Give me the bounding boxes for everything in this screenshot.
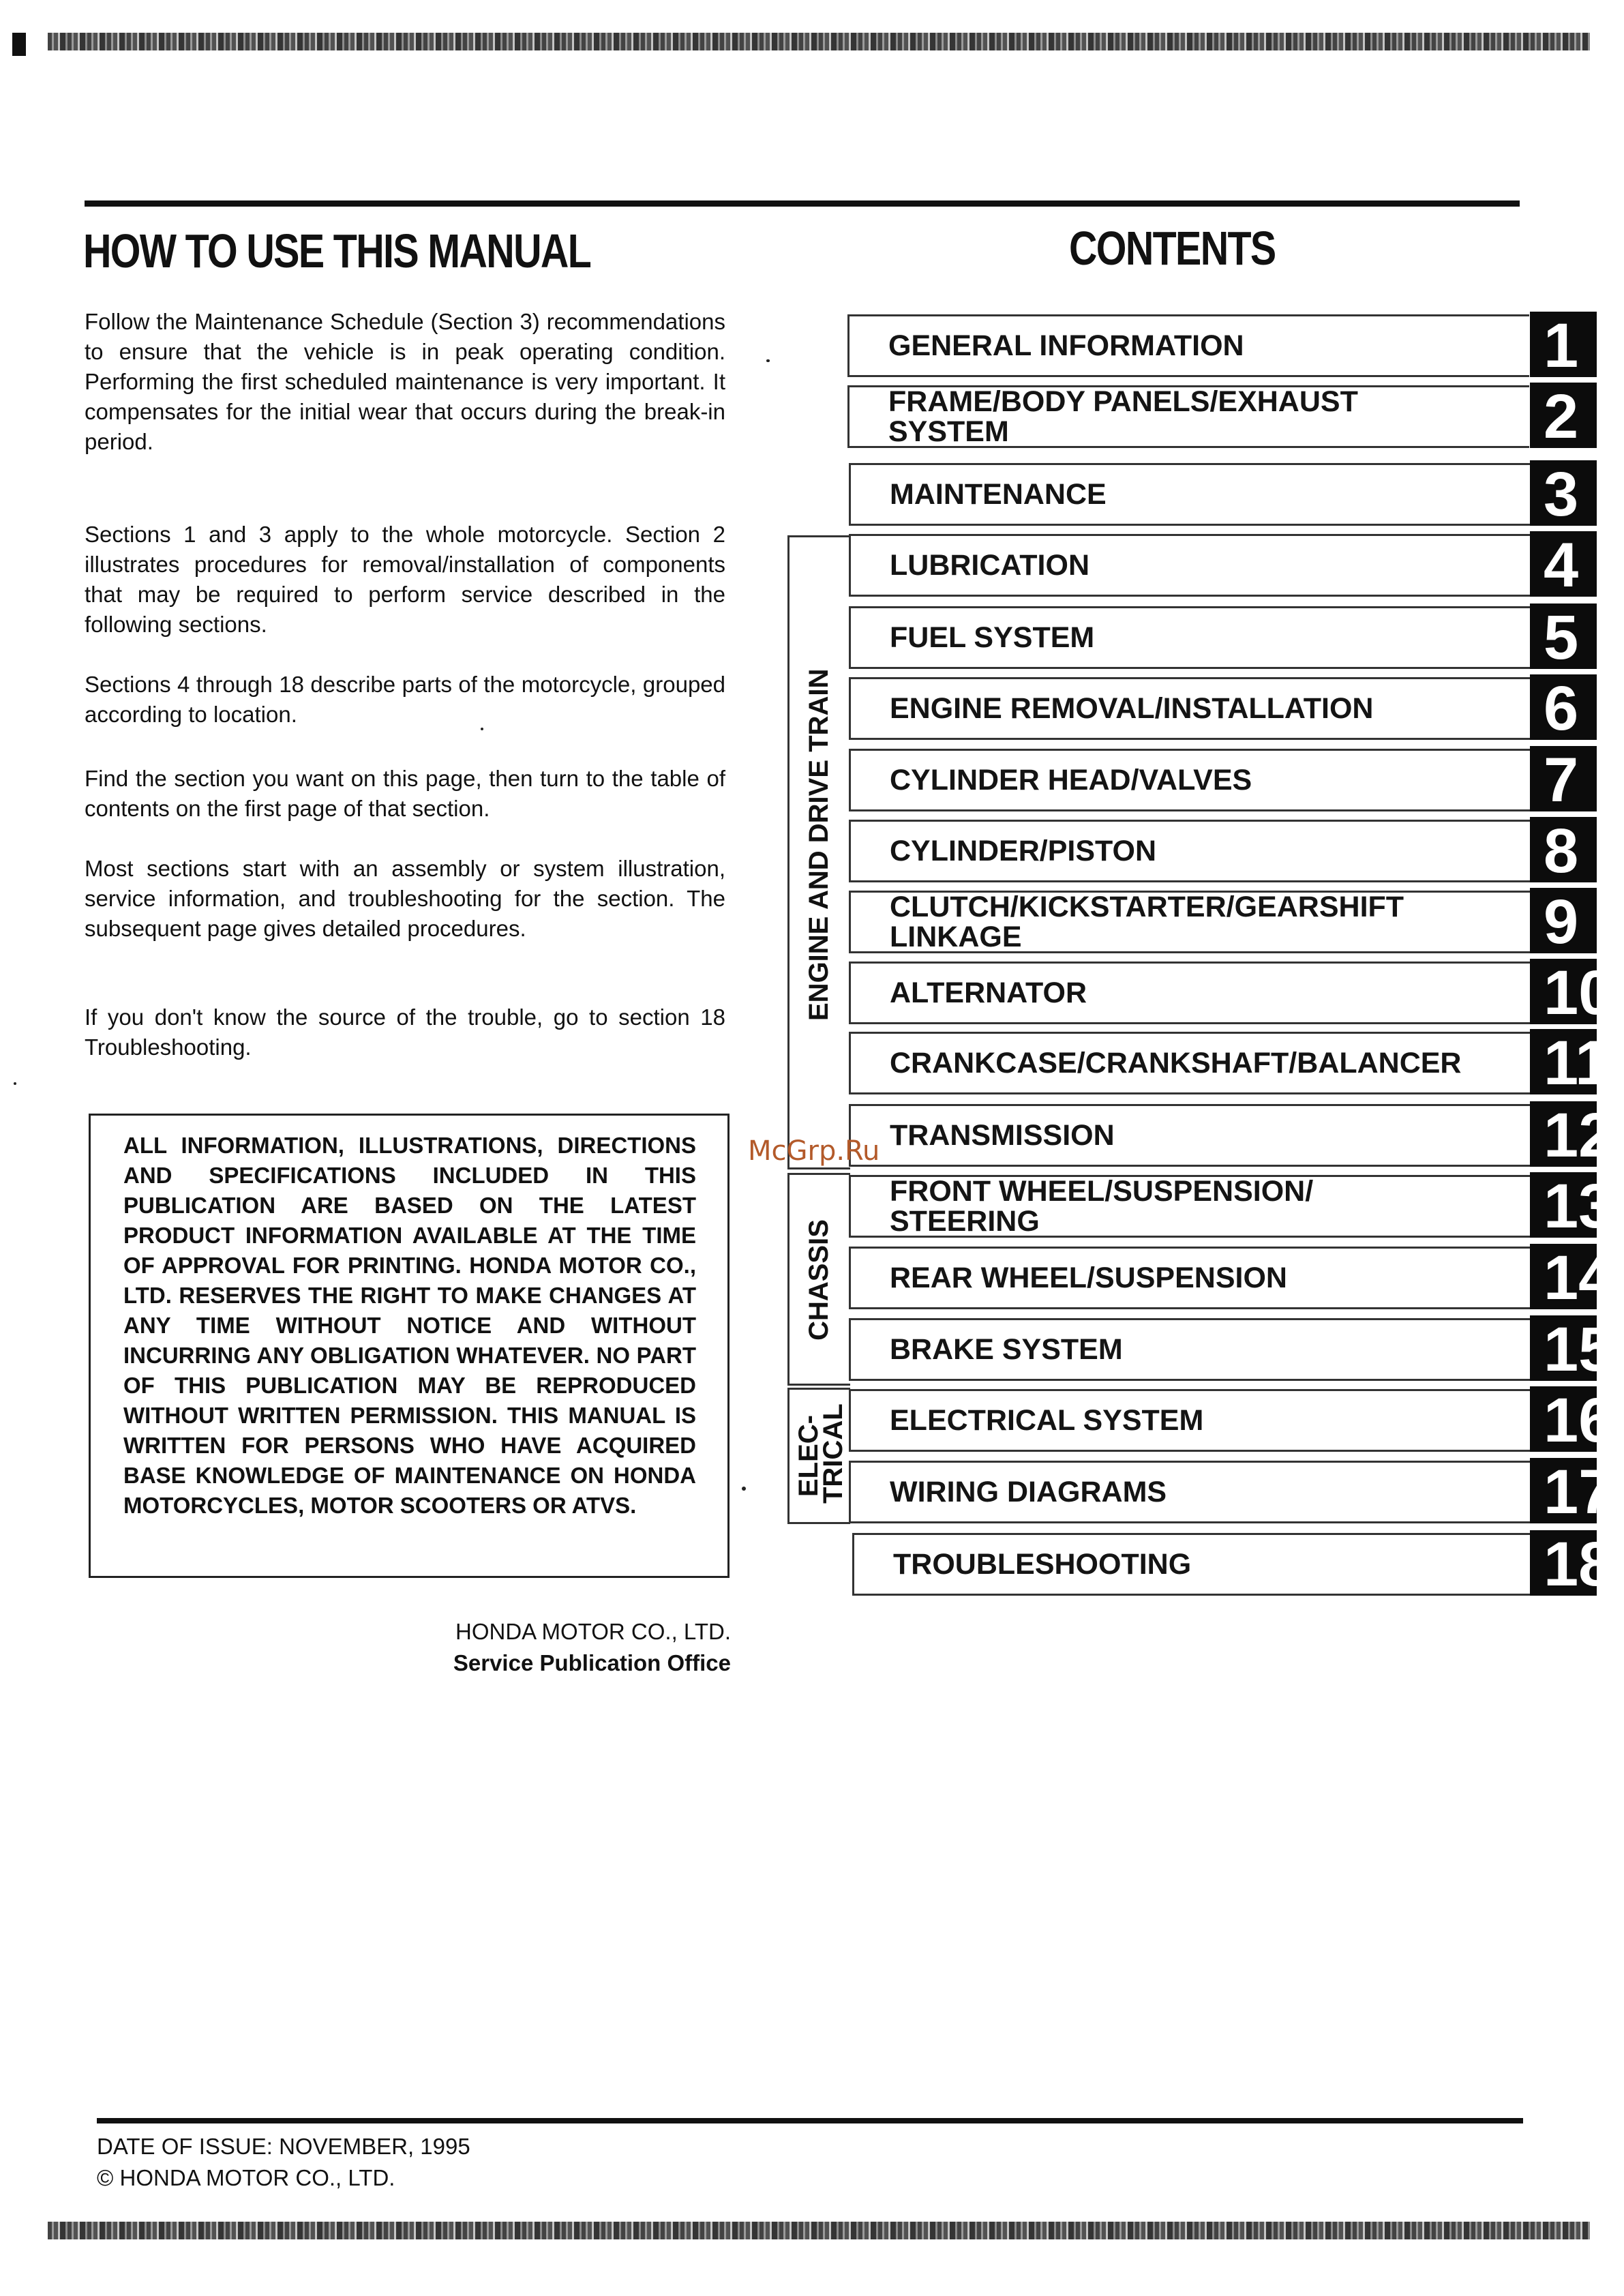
toc-title[interactable]: BRAKE SYSTEM: [890, 1333, 1123, 1366]
scan-speck: [742, 1487, 746, 1491]
scan-corner-mark: [12, 33, 26, 56]
watermark-text: McGrp.Ru: [748, 1135, 880, 1167]
intro-paragraph-2: Sections 1 and 3 apply to the whole motorcycle. Section 2 illustrates procedures for removal/installation of components that may be required to perform service described in the following sections.: [85, 522, 725, 637]
bottom-rule: [97, 2118, 1523, 2123]
toc-title[interactable]: TRANSMISSION: [890, 1119, 1115, 1152]
group-chassis-label: CHASSIS: [804, 1219, 834, 1341]
section-tab-11[interactable]: [1530, 1028, 1610, 1098]
section-tab-18[interactable]: [1530, 1530, 1614, 1599]
section-tab-15[interactable]: [1530, 1315, 1614, 1384]
disclaimer-text: ALL INFORMATION, ILLUSTRATIONS, DIRECTIONS AND SPECIFICATIONS INCLUDED IN THIS PUBLICATION ARE BASED ON THE LATEST PRODUCT INFORMATION AVAILABLE AT THE TIME OF APPROVAL FOR PRINTING. HONDA MOTOR CO., LTD. RESERVES THE RIGHT TO MAKE CHANGES AT ANY TIME WITHOUT NOTICE AND WITHOUT INCURRING ANY OBLIGATION WHATEVER. NO PART OF THIS PUBLICATION MAY BE REPRODUCED WITHOUT WRITTEN PERMISSION. THIS MANUAL IS WRITTEN FOR PERSONS WHO HAVE ACQUIRED BASE KNOWLEDGE OF MAINTENANCE ON HONDA MOTORCYCLES, MOTOR SCOOTERS OR ATVS.: [123, 1133, 696, 1518]
toc-title[interactable]: CLUTCH/KICKSTARTER/GEARSHIFT LINKAGE: [890, 891, 1404, 953]
section-tab-14[interactable]: [1530, 1243, 1614, 1313]
footer-block: [97, 2131, 470, 2194]
section-number: 15: [1544, 1315, 1614, 1384]
toc-title[interactable]: CYLINDER HEAD/VALVES: [890, 764, 1252, 796]
section-number: 12: [1544, 1101, 1614, 1170]
section-tab-10[interactable]: [1530, 958, 1614, 1028]
toc-row-8[interactable]: [849, 820, 1531, 882]
toc-title[interactable]: LUBRICATION: [890, 549, 1090, 582]
toc-row-11[interactable]: [849, 1032, 1531, 1094]
toc-title[interactable]: FUEL SYSTEM: [890, 621, 1095, 654]
scan-noise-top: [48, 33, 1590, 50]
section-number: 2: [1544, 382, 1579, 451]
toc-row-18[interactable]: [852, 1533, 1534, 1596]
publisher-name: HONDA MOTOR CO., LTD.: [455, 1619, 731, 1644]
toc-title[interactable]: MAINTENANCE: [890, 478, 1107, 511]
group-electrical-label-2: TRICAL: [818, 1403, 848, 1504]
section-number: 14: [1544, 1243, 1614, 1313]
publisher-office: Service Publication Office: [453, 1650, 731, 1675]
toc-row-13[interactable]: [849, 1175, 1531, 1238]
intro-paragraph-1: Follow the Maintenance Schedule (Section 3) recommendations to ensure that the vehicle is in peak operating condition. Performing the first scheduled maintenance is very important. It compensates for the initial wear that occurs during the break-in period.: [85, 309, 725, 454]
section-tab-13[interactable]: [1530, 1172, 1614, 1241]
scan-speck: [14, 1082, 16, 1085]
section-number: 1: [1544, 311, 1579, 381]
toc-row-17[interactable]: [849, 1461, 1531, 1523]
group-electrical-label-1: ELEC-: [794, 1415, 824, 1497]
section-tab-12[interactable]: [1530, 1101, 1614, 1170]
toc-row-9[interactable]: [849, 891, 1531, 953]
section-tab-9[interactable]: [1530, 887, 1597, 957]
toc-row-14[interactable]: [849, 1247, 1531, 1309]
section-number: 18: [1544, 1530, 1614, 1599]
toc-row-5[interactable]: [849, 606, 1531, 669]
section-tab-1[interactable]: [1530, 311, 1597, 381]
disclaimer-box: [89, 1114, 730, 1578]
toc-row-4[interactable]: [849, 534, 1531, 597]
section-tab-2[interactable]: [1530, 382, 1597, 451]
toc-title[interactable]: ENGINE REMOVAL/INSTALLATION: [890, 692, 1374, 725]
toc-title[interactable]: CRANKCASE/CRANKSHAFT/BALANCER: [890, 1047, 1462, 1079]
section-tab-6[interactable]: [1530, 674, 1597, 743]
publisher-block: [453, 1616, 731, 1679]
toc-row-3[interactable]: [849, 463, 1531, 526]
scan-speck: [481, 728, 483, 730]
section-number: 5: [1544, 603, 1579, 672]
intro-paragraph-5: Most sections start with an assembly or system illustration, service information, and troubleshooting for the section. The subsequent page gives detailed procedures.: [85, 856, 725, 941]
section-tab-16[interactable]: [1530, 1386, 1614, 1455]
section-number: 6: [1544, 674, 1579, 743]
section-number: 9: [1544, 887, 1579, 957]
toc-title[interactable]: FRONT WHEEL/SUSPENSION/ STEERING: [890, 1175, 1314, 1238]
group-engine-label: ENGINE AND DRIVE TRAIN: [804, 668, 834, 1021]
intro-paragraph-4: Find the section you want on this page, then turn to the table of contents on the first page of that section.: [85, 766, 725, 821]
section-number: 10: [1544, 958, 1614, 1028]
toc-title[interactable]: REAR WHEEL/SUSPENSION: [890, 1262, 1287, 1294]
toc-row-10[interactable]: [849, 961, 1531, 1024]
section-number: 7: [1544, 745, 1579, 815]
section-tab-8[interactable]: [1530, 816, 1597, 886]
toc-row-12[interactable]: [849, 1104, 1531, 1167]
copyright: © HONDA MOTOR CO., LTD.: [97, 2165, 395, 2190]
date-of-issue: DATE OF ISSUE: NOVEMBER, 1995: [97, 2134, 470, 2159]
section-number: 8: [1544, 816, 1579, 886]
toc-title[interactable]: FRAME/BODY PANELS/EXHAUST SYSTEM: [888, 385, 1358, 448]
toc-title[interactable]: WIRING DIAGRAMS: [890, 1476, 1167, 1508]
toc-row-2[interactable]: [847, 385, 1529, 448]
page-title: HOW TO USE THIS MANUAL: [83, 224, 591, 278]
toc-row-6[interactable]: [849, 677, 1531, 740]
toc-title[interactable]: ELECTRICAL SYSTEM: [890, 1404, 1204, 1437]
section-tab-5[interactable]: [1530, 603, 1597, 672]
contents-heading: CONTENTS: [1069, 222, 1276, 275]
intro-paragraph-6: If you don't know the source of the trouble, go to section 18 Troubleshooting.: [85, 1004, 725, 1060]
toc-title[interactable]: TROUBLESHOOTING: [893, 1548, 1192, 1581]
section-tab-3[interactable]: [1530, 460, 1597, 529]
toc-title[interactable]: GENERAL INFORMATION: [888, 329, 1244, 362]
section-number: 11: [1544, 1028, 1610, 1098]
section-number: 13: [1544, 1172, 1614, 1241]
toc-row-15[interactable]: [849, 1318, 1531, 1381]
toc-title[interactable]: ALTERNATOR: [890, 976, 1087, 1009]
toc-row-1[interactable]: [847, 314, 1529, 377]
toc-row-16[interactable]: [849, 1389, 1531, 1452]
toc-title[interactable]: CYLINDER/PISTON: [890, 835, 1157, 867]
section-number: 4: [1544, 531, 1579, 600]
section-tab-7[interactable]: [1530, 745, 1597, 815]
section-tab-17[interactable]: [1530, 1457, 1614, 1527]
section-number: 3: [1544, 460, 1579, 529]
section-number: 17: [1544, 1457, 1614, 1527]
toc-row-7[interactable]: [849, 749, 1531, 811]
section-number: 16: [1544, 1386, 1614, 1455]
intro-paragraph-3: Sections 4 through 18 describe parts of the motorcycle, grouped according to location.: [85, 672, 725, 727]
scan-speck: [766, 359, 770, 362]
top-rule: [85, 200, 1520, 207]
scan-noise-bottom: [48, 2222, 1590, 2239]
section-tab-4[interactable]: [1530, 531, 1597, 600]
